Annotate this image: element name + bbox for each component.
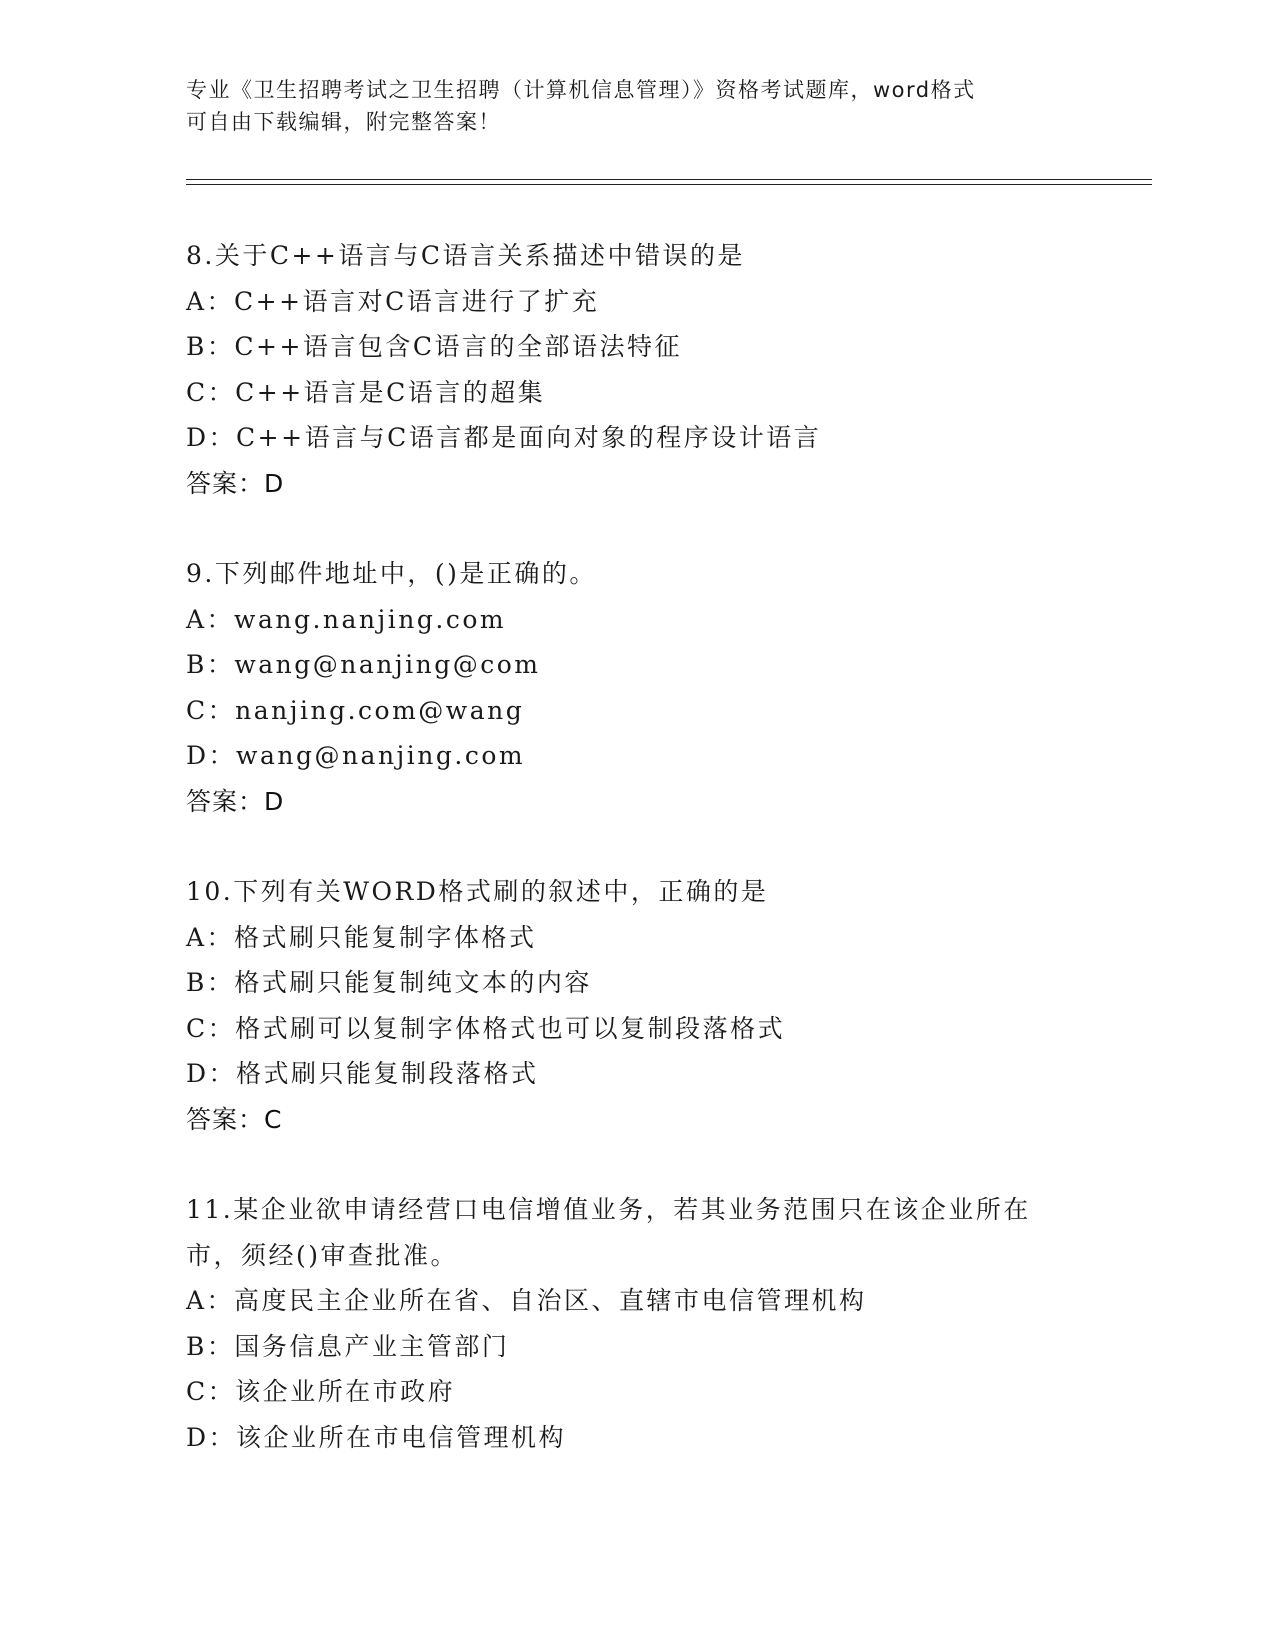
header-divider-top [186,179,1152,180]
option-d: D：wang@nanjing.com [186,741,526,770]
header-divider-bottom [186,184,1152,185]
document-header [186,74,1066,138]
option-a: A：格式刷只能复制字体格式 [186,922,537,952]
option-b: B：国务信息产业主管部门 [186,1331,510,1361]
option-b: B：wang@nanjing@com [186,650,541,679]
question-stem-line-2: 市，须经()审查批准。 [186,1240,459,1270]
question-10 [186,869,1086,1142]
option-c: C：nanjing.com@wang [186,695,525,725]
question-9 [186,551,1086,824]
answer-label: 答案：D [186,786,285,816]
option-c: C：格式刷可以复制字体格式也可以复制段落格式 [186,1013,786,1043]
question-stem: 9.下列邮件地址中，()是正确的。 [186,559,597,588]
option-c: C：C++语言是C语言的超集 [186,377,546,407]
option-c: C：该企业所在市政府 [186,1377,456,1406]
question-stem: 8.关于C++语言与C语言关系描述中错误的是 [186,241,746,270]
header-line-1: 专业《卫生招聘考试之卫生招聘（计算机信息管理）》资格考试题库，word格式 [186,78,976,102]
answer-label: 答案：C [186,1104,283,1134]
option-a: A：高度民主企业所在省、自治区、直辖市电信管理机构 [186,1286,867,1315]
answer-label: 答案：D [186,468,285,498]
option-b: B：格式刷只能复制纯文本的内容 [186,968,592,997]
question-stem: 10.下列有关WORD格式刷的叙述中，正确的是 [186,877,769,906]
question-8 [186,233,1086,506]
header-line-2: 可自由下载编辑，附完整答案！ [186,110,501,134]
option-b: B：C++语言包含C语言的全部语法特征 [186,332,683,361]
option-d: D：该企业所在市电信管理机构 [186,1422,567,1452]
option-d: D：C++语言与C语言都是面向对象的程序设计语言 [186,423,822,452]
question-11 [186,1187,1086,1460]
option-d: D：格式刷只能复制段落格式 [186,1059,539,1088]
option-a: A：wang.nanjing.com [186,604,507,634]
option-a: A：C++语言对C语言进行了扩充 [186,286,600,316]
question-stem-line-1: 11.某企业欲申请经营口电信增值业务，若其业务范围只在该企业所在 [186,1195,1031,1224]
